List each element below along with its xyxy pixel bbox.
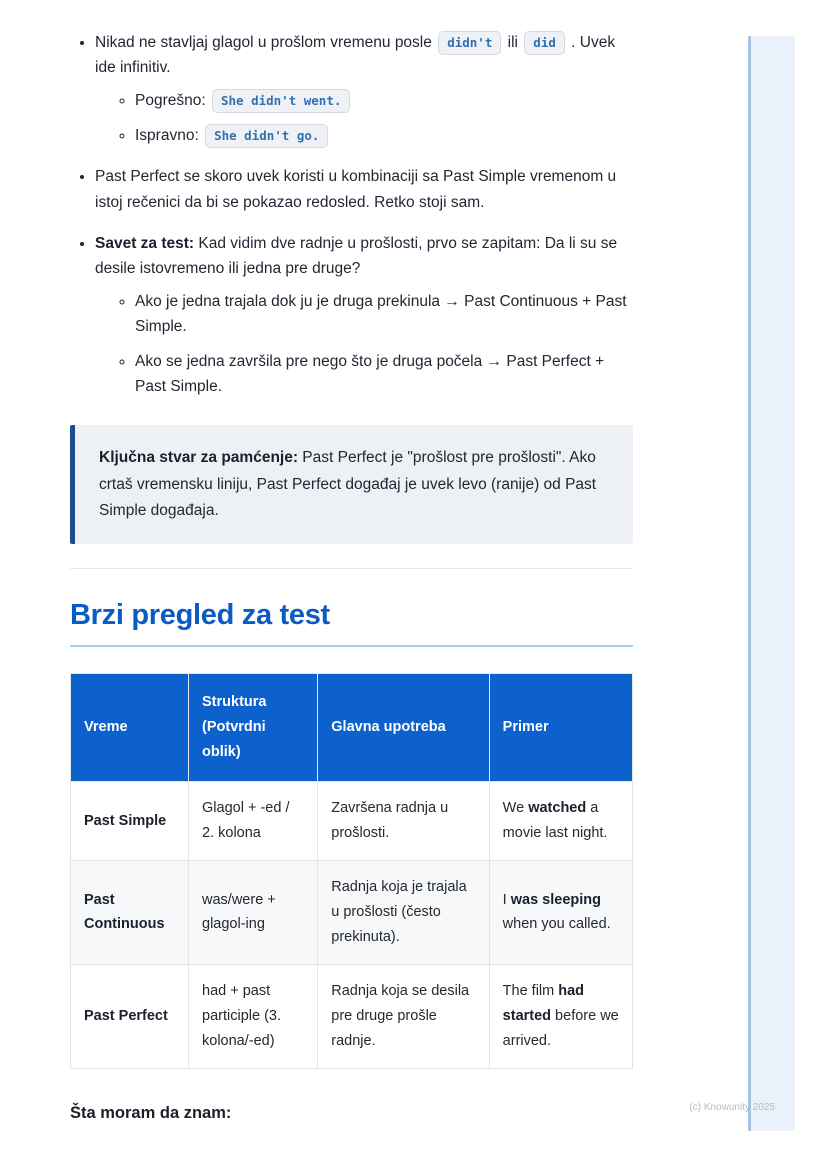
table-cell bbox=[318, 964, 489, 1068]
table-header-row bbox=[71, 674, 633, 782]
bold-text: Past Continuous bbox=[84, 891, 165, 933]
code-chip: She didn't go. bbox=[205, 124, 328, 148]
text-run: Ako se jedna završila pre nego što je druga počela → Past Perfect + Past Simple. bbox=[135, 353, 605, 396]
table-cell bbox=[71, 964, 189, 1068]
text-run: had + past participle (3. kolona/-ed) bbox=[202, 982, 281, 1049]
table-cell bbox=[189, 782, 318, 861]
table-cell bbox=[318, 861, 489, 965]
table-cell bbox=[318, 782, 489, 861]
table-row bbox=[71, 782, 633, 861]
text-run: was/were + glagol-ing bbox=[202, 891, 276, 933]
sub-list-item bbox=[135, 349, 633, 399]
sub-item-text bbox=[135, 289, 633, 339]
text-run: Pogrešno: bbox=[135, 92, 210, 110]
table-row bbox=[71, 964, 633, 1068]
table-cell bbox=[489, 861, 632, 965]
list-item-text bbox=[95, 231, 633, 281]
sub-list-item bbox=[135, 123, 633, 148]
table-header-cell: Primer bbox=[489, 674, 632, 782]
bold-text: was sleeping bbox=[510, 891, 601, 908]
sub-item-text bbox=[135, 123, 633, 148]
code-chip: did bbox=[524, 31, 565, 55]
text-run: Past Perfect se skoro uvek koristi u kombinaciji sa Past Simple vremenom u istoj rečenici da bi se pokazao redosled. Retko stoji sam. bbox=[95, 168, 617, 211]
text-run: a movie last night. bbox=[502, 800, 608, 842]
scrollbar-track[interactable] bbox=[748, 36, 795, 1131]
list-item bbox=[95, 231, 633, 400]
sub-item-text bbox=[135, 349, 633, 399]
page-content bbox=[70, 30, 633, 1069]
text-run: Ako je jedna trajala dok ju je druga prekinula → Past Continuous + Past Simple. bbox=[135, 292, 627, 335]
code-chip: She didn't went. bbox=[212, 89, 350, 113]
table-header-cell: Glavna upotreba bbox=[318, 674, 489, 782]
bold-text: Ključna stvar za pamćenje: bbox=[99, 449, 298, 467]
list-item-text bbox=[95, 164, 633, 214]
sub-list-item bbox=[135, 88, 633, 113]
bold-text: had started bbox=[502, 982, 585, 1024]
bold-text: Past Perfect bbox=[84, 1007, 168, 1024]
text-run: before we arrived. bbox=[502, 1007, 619, 1049]
notes-list bbox=[70, 30, 633, 399]
list-item-text bbox=[95, 30, 633, 80]
callout bbox=[70, 425, 633, 544]
table-cell bbox=[189, 861, 318, 965]
table-cell bbox=[189, 964, 318, 1068]
code-chip: didn't bbox=[438, 31, 501, 55]
section-divider bbox=[70, 568, 633, 569]
table-cell bbox=[71, 782, 189, 861]
callout-text bbox=[99, 445, 609, 524]
list-item bbox=[95, 30, 633, 148]
watermark-text: (c) Knowunity 2025 bbox=[689, 1102, 775, 1113]
sub-list bbox=[95, 289, 633, 399]
text-run: I bbox=[502, 891, 511, 908]
text-run: when you called. bbox=[502, 916, 611, 933]
table-header-cell: Struktura (Potvrdni oblik) bbox=[189, 674, 318, 782]
text-run: Radnja koja je trajala u prošlosti (često prekinuta). bbox=[331, 879, 467, 945]
text-run: ili bbox=[503, 34, 523, 51]
section-heading: Brzi pregled za test bbox=[70, 599, 633, 647]
review-table bbox=[70, 673, 633, 1068]
table-cell bbox=[71, 861, 189, 965]
text-run: Završena radnja u prošlosti. bbox=[331, 800, 449, 842]
text-run: Glagol + -ed / 2. kolona bbox=[202, 800, 290, 842]
text-run: Ispravno: bbox=[135, 127, 204, 145]
table-cell bbox=[489, 782, 632, 861]
table-cell bbox=[489, 964, 632, 1068]
sub-item-text bbox=[135, 88, 633, 113]
bold-text: Savet za test: bbox=[95, 234, 195, 252]
footer-heading: Šta moram da znam: bbox=[70, 1104, 232, 1122]
table-row bbox=[71, 861, 633, 965]
sub-list bbox=[95, 88, 633, 148]
text-run: Past Perfect je "prošlost pre prošlosti". Ako crtaš vremensku liniju, Past Perfect događaj je uvek levo (ranije) od Past Simple događaja. bbox=[99, 449, 597, 519]
text-run: The film bbox=[502, 982, 559, 999]
text-run: Kad vidim dve radnje u prošlosti, prvo se zapitam: Da li su se desile istovremeno ili jedna pre druge? bbox=[95, 234, 618, 277]
table-body bbox=[71, 782, 633, 1069]
text-run: Radnja koja se desila pre druge prošle radnje. bbox=[331, 982, 470, 1049]
bold-text: Past Simple bbox=[84, 812, 167, 829]
text-run: We bbox=[502, 800, 529, 817]
list-item bbox=[95, 164, 633, 214]
sub-list-item bbox=[135, 289, 633, 339]
bold-text: watched bbox=[528, 800, 587, 817]
text-run: . Uvek ide infinitiv. bbox=[95, 34, 616, 77]
table-header-cell: Vreme bbox=[71, 674, 189, 782]
text-run: Nikad ne stavljaj glagol u prošlom vremenu posle bbox=[95, 34, 437, 51]
